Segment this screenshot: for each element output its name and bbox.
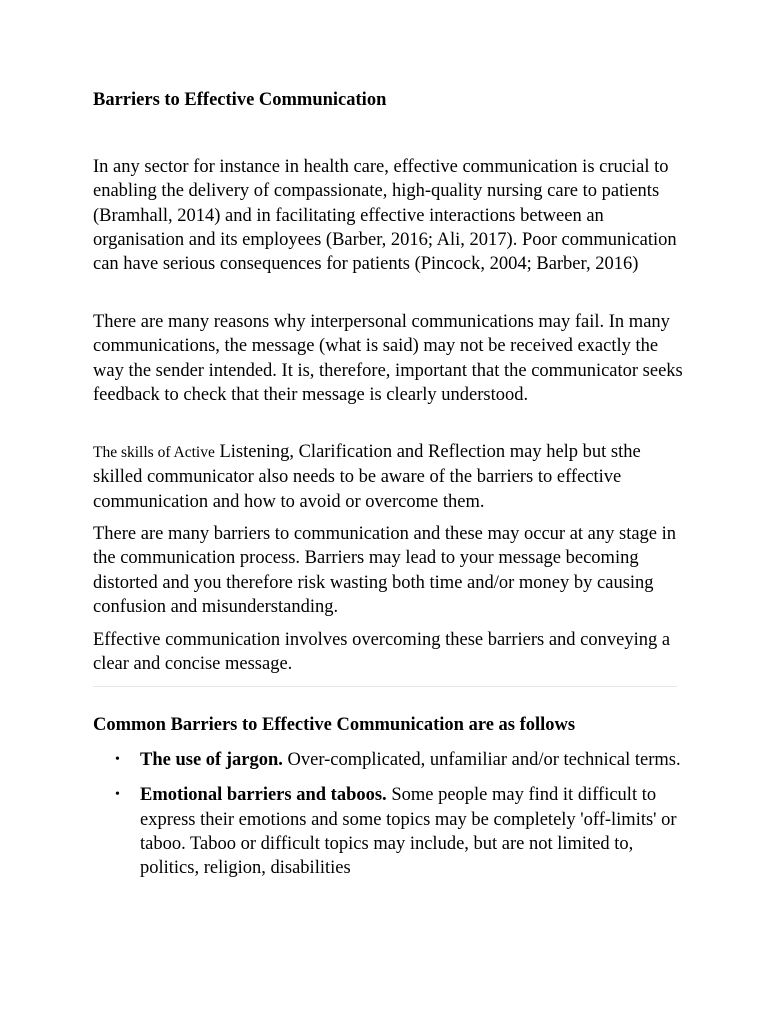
paragraph-skills: [93, 440, 683, 514]
list-item: [93, 748, 683, 772]
barrier-list: [93, 748, 683, 891]
list-item: [93, 783, 683, 880]
barrier-text: Over-complicated, unfamiliar and/or technical terms.: [282, 750, 681, 770]
paragraph-reasons: There are many reasons why interpersonal communications may fail. In many communications, the message (what is said) may not be received exactly the way the sender intended. It is, therefore, important that the communicator seeks feedback to check that their message is clearly understood.: [93, 312, 683, 405]
paragraph-overcoming: Effective communication involves overcoming these barriers and conveying a clear and concise message.: [93, 630, 671, 675]
document-title: Barriers to Effective Communication: [93, 90, 387, 110]
barrier-text: Some people may find it difficult to express their emotions and some topics may be completely 'off-limits' or taboo. Taboo or difficult topics may include, but are not limited to, politics, religion, disabilities: [140, 785, 677, 879]
bullet-icon: •: [115, 787, 120, 803]
paragraph-intro: In any sector for instance in health care, effective communication is crucial to enabling the delivery of compassionate, high-quality nursing care to patients (Bramhall, 2014) and in facilitating effective interactions between an organisation and its employees (Barber, 2016; Ali, 2017). Poor communication can have serious consequences for patients (Pincock, 2004; Barber, 2016): [93, 157, 677, 275]
section-subheading: Common Barriers to Effective Communication are as follows: [93, 715, 576, 735]
paragraph-barriers-stage: There are many barriers to communication and these may occur at any stage in the communication process. Barriers may lead to your message becoming distorted and you therefore risk wasting both time and/or money by causing confusion and misunderstanding.: [93, 524, 677, 617]
paragraph-skills-lead: The skills of Active: [93, 444, 215, 461]
paragraph-skills-rest: Listening, Clarification and Reflection may help but sthe skilled communicator also needs to be aware of the barriers to effective communication and how to avoid or overcome them.: [93, 442, 641, 512]
bullet-icon: •: [115, 752, 120, 767]
section-divider: [93, 686, 677, 687]
barrier-title: The use of jargon.: [140, 750, 283, 770]
barrier-title: Emotional barriers and taboos.: [140, 785, 387, 806]
